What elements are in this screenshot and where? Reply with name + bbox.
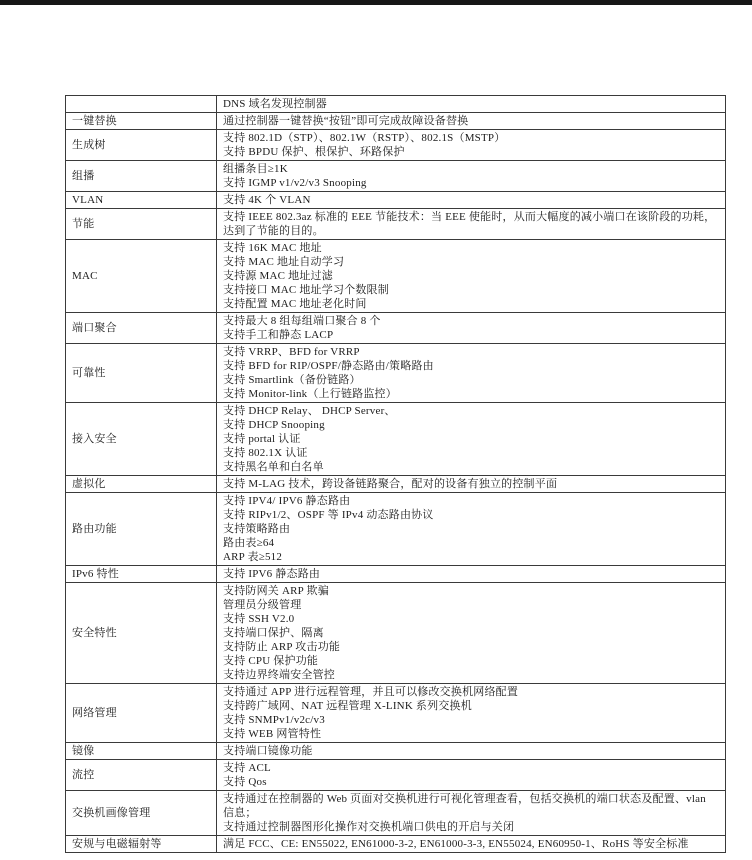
spec-value-line: 支持 IGMP v1/v2/v3 Snooping	[223, 177, 367, 189]
spec-category-cell: 节能	[66, 209, 217, 240]
spec-value-line: DNS 域名发现控制器	[223, 98, 327, 110]
spec-value-line: 支持 ACL	[223, 762, 271, 774]
spec-value-cell	[217, 836, 726, 853]
spec-value-line: 支持策略路由	[223, 523, 291, 535]
spec-category-cell: 接入安全	[66, 403, 217, 476]
spec-value-line: 支持最大 8 组每组端口聚合 8 个	[223, 315, 381, 327]
spec-value-cell	[217, 476, 726, 493]
spec-value-line: 支持 CPU 保护功能	[223, 655, 319, 667]
spec-category-cell: 路由功能	[66, 493, 217, 566]
spec-value-line: 支持 DHCP Snooping	[223, 419, 325, 431]
spec-value-line: 支持 portal 认证	[223, 433, 301, 445]
spec-value-line: 支持接口 MAC 地址学习个数限制	[223, 284, 389, 296]
spec-value-cell	[217, 130, 726, 161]
spec-category-cell: 安规与电磁辐射等	[66, 836, 217, 853]
spec-value-line: ARP 表≥512	[223, 551, 283, 563]
spec-category-cell: 流控	[66, 760, 217, 791]
spec-value-line: 支持 16K MAC 地址	[223, 242, 322, 254]
spec-value-cell	[217, 684, 726, 743]
spec-value-line: 支持 SSH V2.0	[223, 613, 295, 625]
spec-value-line: 支持 BFD for RIP/OSPF/静态路由/策略路由	[223, 360, 434, 372]
spec-value-line: 支持防网关 ARP 欺骗	[223, 585, 329, 597]
spec-row	[66, 240, 726, 313]
spec-value-line: 支持黑名单和白名单	[223, 461, 324, 473]
switch-spec-table	[65, 95, 726, 853]
spec-value-cell	[217, 743, 726, 760]
spec-category-cell: 镜像	[66, 743, 217, 760]
spec-value-line: 支持 SNMPv1/v2c/v3	[223, 714, 325, 726]
spec-row	[66, 791, 726, 836]
spec-category-cell: MAC	[66, 240, 217, 313]
spec-value-line: 支持 IPV6 静态路由	[223, 568, 321, 580]
spec-value-line: 支持 Monitor-link（上行链路监控）	[223, 388, 397, 400]
spec-category-cell: IPv6 特性	[66, 566, 217, 583]
spec-row	[66, 209, 726, 240]
spec-row	[66, 684, 726, 743]
spec-value-line: 路由表≥64	[223, 537, 275, 549]
spec-row	[66, 760, 726, 791]
spec-row	[66, 130, 726, 161]
spec-value-line: 支持 MAC 地址自动学习	[223, 256, 345, 268]
spec-value-cell	[217, 161, 726, 192]
spec-category-cell	[66, 96, 217, 113]
spec-row	[66, 583, 726, 684]
spec-value-line: 支持端口保护、隔离	[223, 627, 324, 639]
spec-row	[66, 192, 726, 209]
spec-value-line: 支持 IEEE 802.3az 标准的 EEE 节能技术：当 EEE 使能时，从而大幅度的减小端口在该阶段的功耗，达到了节能的目的。	[223, 211, 716, 237]
spec-value-line: 支持 WEB 网管特性	[223, 728, 322, 740]
spec-category-cell: 组播	[66, 161, 217, 192]
spec-row	[66, 743, 726, 760]
spec-value-line: 支持 BPDU 保护、根保护、环路保护	[223, 146, 405, 158]
spec-value-line: 支持防止 ARP 攻击功能	[223, 641, 341, 653]
spec-value-line: 支持手工和静态 LACP	[223, 329, 334, 341]
spec-value-line: 支持源 MAC 地址过滤	[223, 270, 333, 282]
spec-row	[66, 96, 726, 113]
spec-table-container	[65, 95, 716, 853]
spec-value-line: 支持 802.1X 认证	[223, 447, 308, 459]
spec-value-line: 支持通过在控制器的 Web 页面对交换机进行可视化管理查看，包括交换机的端口状态及配置、vlan 信息；	[223, 793, 706, 819]
spec-value-line: 支持通过控制器图形化操作对交换机端口供电的开启与关闭	[223, 821, 515, 833]
spec-row	[66, 836, 726, 853]
spec-row	[66, 476, 726, 493]
spec-value-cell	[217, 493, 726, 566]
spec-value-line: 满足 FCC、CE: EN55022, EN61000-3-2, EN61000-3-3, EN55024, EN60950-1、RoHS 等安全标准	[223, 838, 689, 850]
spec-row	[66, 344, 726, 403]
spec-value-cell	[217, 583, 726, 684]
spec-row	[66, 113, 726, 130]
spec-value-cell	[217, 209, 726, 240]
spec-value-line: 支持端口镜像功能	[223, 745, 313, 757]
spec-category-cell: 可靠性	[66, 344, 217, 403]
spec-value-cell	[217, 192, 726, 209]
spec-category-cell: VLAN	[66, 192, 217, 209]
spec-value-cell	[217, 240, 726, 313]
spec-value-cell	[217, 113, 726, 130]
spec-value-line: 支持 DHCP Relay、 DHCP Server、	[223, 405, 396, 417]
spec-value-line: 支持跨广域网、NAT 远程管理 X-LINK 系列交换机	[223, 700, 472, 712]
spec-row	[66, 403, 726, 476]
spec-value-line: 管理员分级管理	[223, 599, 302, 611]
spec-row	[66, 161, 726, 192]
spec-value-line: 支持配置 MAC 地址老化时间	[223, 298, 367, 310]
page-top-edge	[0, 0, 752, 5]
spec-category-cell: 安全特性	[66, 583, 217, 684]
spec-row	[66, 313, 726, 344]
spec-value-line: 支持 Smartlink（备份链路）	[223, 374, 361, 386]
spec-row	[66, 566, 726, 583]
spec-value-line: 支持 VRRP、BFD for VRRP	[223, 346, 360, 358]
spec-value-cell	[217, 344, 726, 403]
spec-value-line: 支持 IPV4/ IPV6 静态路由	[223, 495, 351, 507]
spec-value-cell	[217, 760, 726, 791]
spec-category-cell: 虚拟化	[66, 476, 217, 493]
spec-category-cell: 一键替换	[66, 113, 217, 130]
spec-row	[66, 493, 726, 566]
spec-value-line: 组播条目≥1K	[223, 163, 288, 175]
spec-category-cell: 网络管理	[66, 684, 217, 743]
spec-value-cell	[217, 791, 726, 836]
spec-category-cell: 交换机画像管理	[66, 791, 217, 836]
spec-value-line: 支持 Qos	[223, 776, 267, 788]
spec-value-line: 通过控制器一键替换“按钮”即可完成故障设备替换	[223, 115, 469, 127]
spec-value-line: 支持 802.1D（STP）、802.1W（RSTP）、802.1S（MSTP）	[223, 132, 506, 144]
spec-category-cell: 生成树	[66, 130, 217, 161]
spec-value-cell	[217, 313, 726, 344]
spec-value-line: 支持通过 APP 进行远程管理，并且可以修改交换机网络配置	[223, 686, 519, 698]
spec-value-cell	[217, 403, 726, 476]
spec-value-line: 支持 M-LAG 技术，跨设备链路聚合，配对的设备有独立的控制平面	[223, 478, 558, 490]
spec-value-line: 支持边界终端安全管控	[223, 669, 335, 681]
spec-value-cell	[217, 96, 726, 113]
spec-value-line: 支持 RIPv1/2、OSPF 等 IPv4 动态路由协议	[223, 509, 434, 521]
spec-value-line: 支持 4K 个 VLAN	[223, 194, 311, 206]
spec-category-cell: 端口聚合	[66, 313, 217, 344]
spec-value-cell	[217, 566, 726, 583]
